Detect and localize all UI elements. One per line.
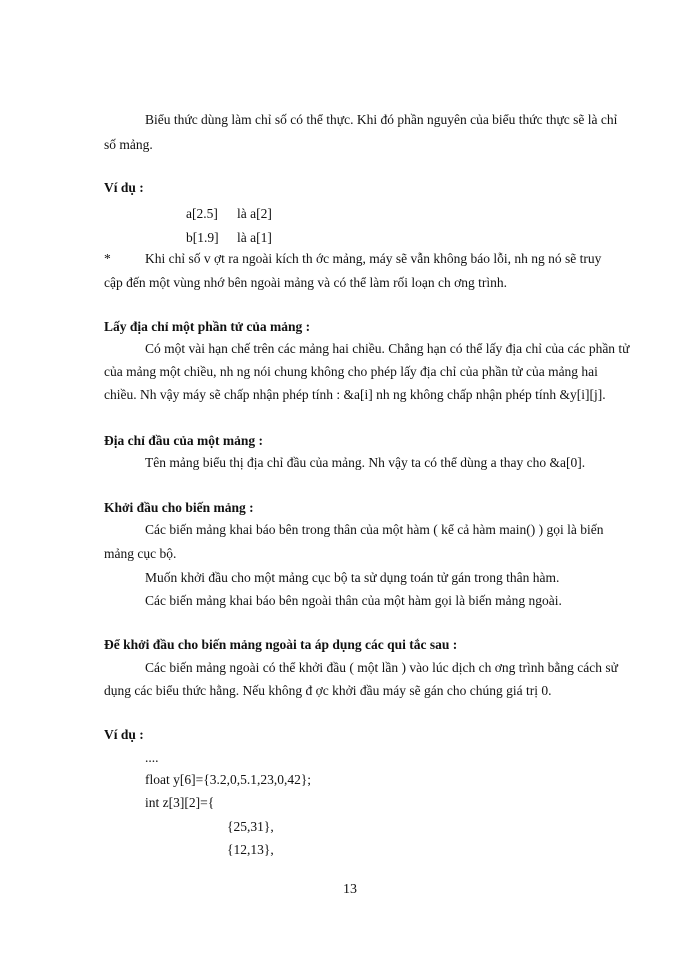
paragraph-line: chiều. Nh vậy máy sẽ chấp nhận phép tính : &a[i] nh ng không chấp nhận phép tính &y[i][j]. bbox=[104, 387, 606, 402]
paragraph-line: Khi chỉ số v ợt ra ngoài kích th ớc mảng, máy sẽ vẫn không báo lỗi, nh ng nó sẽ truy bbox=[145, 251, 602, 266]
paragraph-line: Biểu thức dùng làm chỉ số có thể thực. Khi đó phần nguyên của biểu thức thực sẽ là chỉ bbox=[145, 112, 618, 127]
paragraph-line: mảng cục bộ. bbox=[104, 546, 177, 561]
paragraph-line: cập đến một vùng nhớ bên ngoài mảng và có thể làm rối loạn ch ơng trình. bbox=[104, 275, 508, 290]
example-heading: Ví dụ : bbox=[104, 180, 144, 195]
code-line: {12,13}, bbox=[227, 842, 274, 857]
page-number: 13 bbox=[343, 882, 357, 897]
section-heading: Lấy địa chỉ một phần tử của mảng : bbox=[104, 319, 311, 334]
code-line: .... bbox=[145, 750, 159, 765]
note-marker: * bbox=[104, 251, 111, 266]
paragraph-line: dụng các biểu thức hằng. Nếu không đ ợc khởi đầu máy sẽ gán cho chúng giá trị 0. bbox=[104, 683, 552, 698]
paragraph-line: Các biến mảng khai báo bên trong thân của một hàm ( kể cả hàm main() ) gọi là biến bbox=[145, 522, 604, 537]
section-heading: Để khởi đầu cho biến mảng ngoài ta áp dụng các qui tắc sau : bbox=[104, 637, 458, 652]
paragraph-line: của mảng một chiều, nh ng nói chung không cho phép lấy địa chỉ của phần tử của mảng hai bbox=[104, 364, 598, 379]
paragraph-line: số mảng. bbox=[104, 137, 153, 152]
example-code: a[2.5] bbox=[186, 206, 218, 221]
code-line: float y[6]={3.2,0,5.1,23,0,42}; bbox=[145, 772, 312, 787]
example-code: b[1.9] bbox=[186, 230, 219, 245]
example-code: là a[1] bbox=[237, 230, 272, 245]
paragraph-line: Các biến mảng ngoài có thể khởi đầu ( một lần ) vào lúc dịch ch ơng trình bằng cách sử bbox=[145, 660, 618, 675]
code-line: int z[3][2]={ bbox=[145, 795, 215, 810]
example-heading: Ví dụ : bbox=[104, 727, 144, 742]
section-heading: Địa chỉ đầu của một mảng : bbox=[104, 433, 264, 448]
example-code: là a[2] bbox=[237, 206, 272, 221]
paragraph-line: Các biến mảng khai báo bên ngoài thân của một hàm gọi là biến mảng ngoài. bbox=[145, 593, 562, 608]
paragraph-line: Có một vài hạn chế trên các mảng hai chiều. Chẳng hạn có thể lấy địa chỉ của các phần tử bbox=[145, 341, 630, 356]
section-heading: Khởi đầu cho biến mảng : bbox=[104, 500, 254, 515]
paragraph-line: Muốn khởi đầu cho một mảng cục bộ ta sử dụng toán tử gán trong thân hàm. bbox=[145, 570, 560, 585]
paragraph-line: Tên mảng biểu thị địa chỉ đầu của mảng. Nh vậy ta có thể dùng a thay cho &a[0]. bbox=[145, 455, 586, 470]
code-line: {25,31}, bbox=[227, 819, 274, 834]
